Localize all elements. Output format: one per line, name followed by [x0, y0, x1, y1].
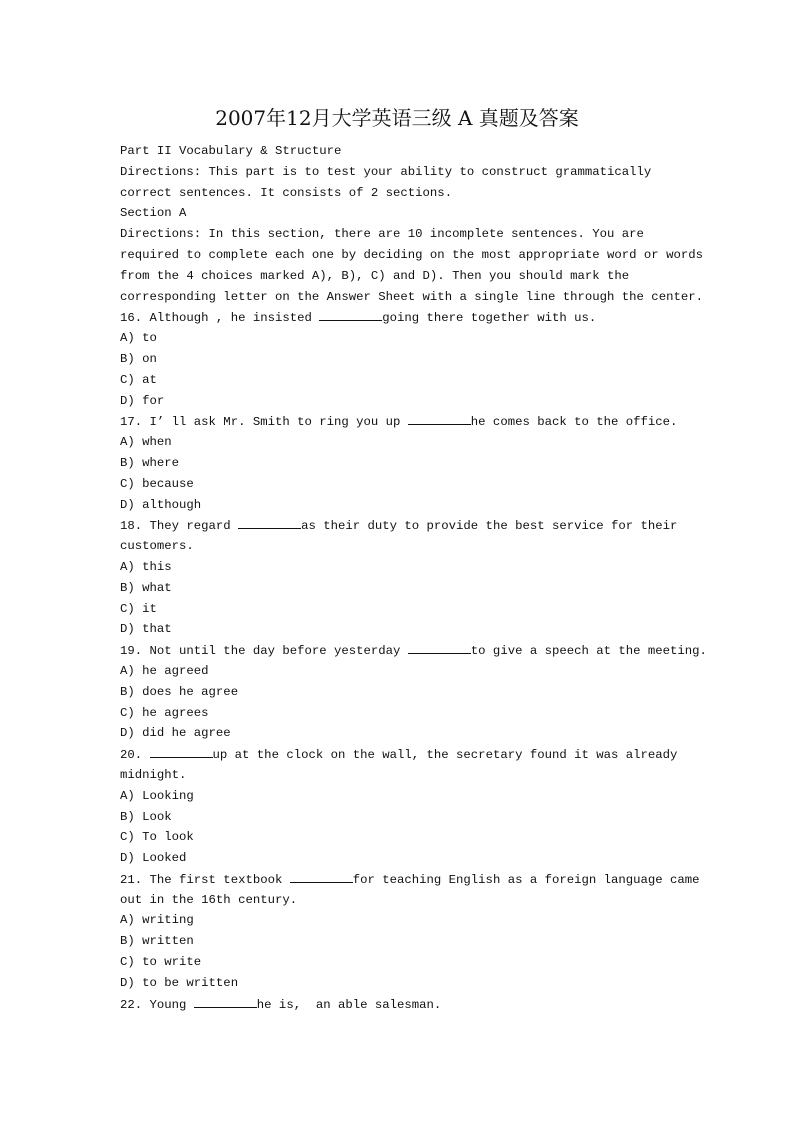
question-item — [120, 640, 720, 744]
answer-option: A) this — [120, 559, 172, 574]
question-text: 18. They regard — [120, 519, 239, 534]
answer-option: A) to — [120, 331, 157, 346]
question-text: 16. Although , he insisted — [120, 311, 320, 326]
answer-blank — [319, 307, 382, 321]
question-stem-continuation: out in the 16th century. — [120, 892, 298, 907]
document-title: 2007年12月大学英语三级 A 真题及答案 — [215, 106, 579, 130]
option-list — [120, 661, 720, 744]
section-directions-line: from the 4 choices marked A), B), C) and D). Then you should mark the — [120, 268, 630, 283]
directions-line: Directions: This part is to test your ability to construct grammatically — [120, 164, 652, 179]
answer-option: C) To look — [120, 830, 194, 845]
answer-option: D) that — [120, 622, 172, 637]
question-stem — [120, 307, 720, 328]
question-text: 19. Not until the day before yesterday — [120, 644, 408, 659]
answer-option: C) it — [120, 601, 157, 616]
question-text: he comes back to the office. — [470, 415, 678, 430]
question-text: 22. Young — [120, 997, 194, 1012]
question-item — [120, 994, 720, 1015]
answer-option: D) to be written — [120, 975, 239, 990]
question-text: as their duty to provide the best service for their — [301, 519, 678, 534]
question-item — [120, 869, 720, 994]
option-list — [120, 328, 720, 411]
question-stem-continuation: midnight. — [120, 767, 187, 782]
answer-blank — [408, 640, 471, 654]
question-item — [120, 744, 720, 869]
answer-option: B) what — [120, 580, 172, 595]
question-list — [120, 307, 720, 1014]
answer-option: C) he agrees — [120, 705, 209, 720]
option-list — [120, 786, 720, 869]
answer-option: B) written — [120, 934, 194, 949]
question-text: up at the clock on the wall, the secretary found it was already — [212, 748, 678, 763]
section-directions-line: corresponding letter on the Answer Sheet with a single line through the center. — [120, 289, 703, 304]
answer-option: C) to write — [120, 955, 202, 970]
question-text: to give a speech at the meeting. — [470, 644, 707, 659]
question-text: 21. The first textbook — [120, 872, 290, 887]
answer-option: A) when — [120, 435, 172, 450]
option-list — [120, 557, 720, 640]
question-text: for teaching English as a foreign language came — [352, 872, 700, 887]
section-directions-line: required to complete each one by deciding on the most appropriate word or words — [120, 247, 703, 262]
question-stem — [120, 994, 720, 1015]
question-stem — [120, 515, 720, 536]
question-text: going there together with us. — [382, 311, 597, 326]
part-heading: Part II Vocabulary & Structure — [120, 144, 342, 158]
question-stem-continuation: customers. — [120, 539, 194, 554]
directions-line: correct sentences. It consists of 2 sections. — [120, 185, 453, 200]
answer-blank — [150, 744, 213, 758]
answer-option: B) does he agree — [120, 684, 239, 699]
answer-blank — [238, 515, 301, 529]
answer-blank — [290, 869, 353, 883]
answer-option: D) did he agree — [120, 726, 231, 741]
answer-option: D) Looked — [120, 851, 187, 866]
answer-option: C) because — [120, 476, 194, 491]
answer-option: B) Look — [120, 809, 172, 824]
question-item — [120, 307, 720, 411]
question-stem — [120, 869, 720, 890]
section-directions-line: Directions: In this section, there are 10 incomplete sentences. You are — [120, 227, 644, 242]
option-list — [120, 910, 720, 993]
answer-option: B) on — [120, 351, 157, 366]
answer-blank — [194, 994, 257, 1008]
answer-option: A) he agreed — [120, 663, 209, 678]
answer-option: A) Looking — [120, 788, 194, 803]
question-item — [120, 411, 720, 515]
question-stem — [120, 640, 720, 661]
answer-option: D) for — [120, 393, 165, 408]
option-list — [120, 432, 720, 515]
question-text: 17. I’ ll ask Mr. Smith to ring you up — [120, 415, 408, 430]
question-text: 20. — [120, 748, 150, 763]
question-text: he is, an able salesman. — [256, 997, 442, 1012]
question-item — [120, 515, 720, 640]
section-heading: Section A — [120, 206, 187, 221]
exam-content — [120, 141, 720, 1014]
answer-option: C) at — [120, 372, 157, 387]
answer-option: D) although — [120, 497, 202, 512]
question-stem — [120, 744, 720, 765]
answer-option: A) writing — [120, 913, 194, 928]
question-stem — [120, 411, 720, 432]
answer-blank — [408, 411, 471, 425]
answer-option: B) where — [120, 455, 180, 470]
